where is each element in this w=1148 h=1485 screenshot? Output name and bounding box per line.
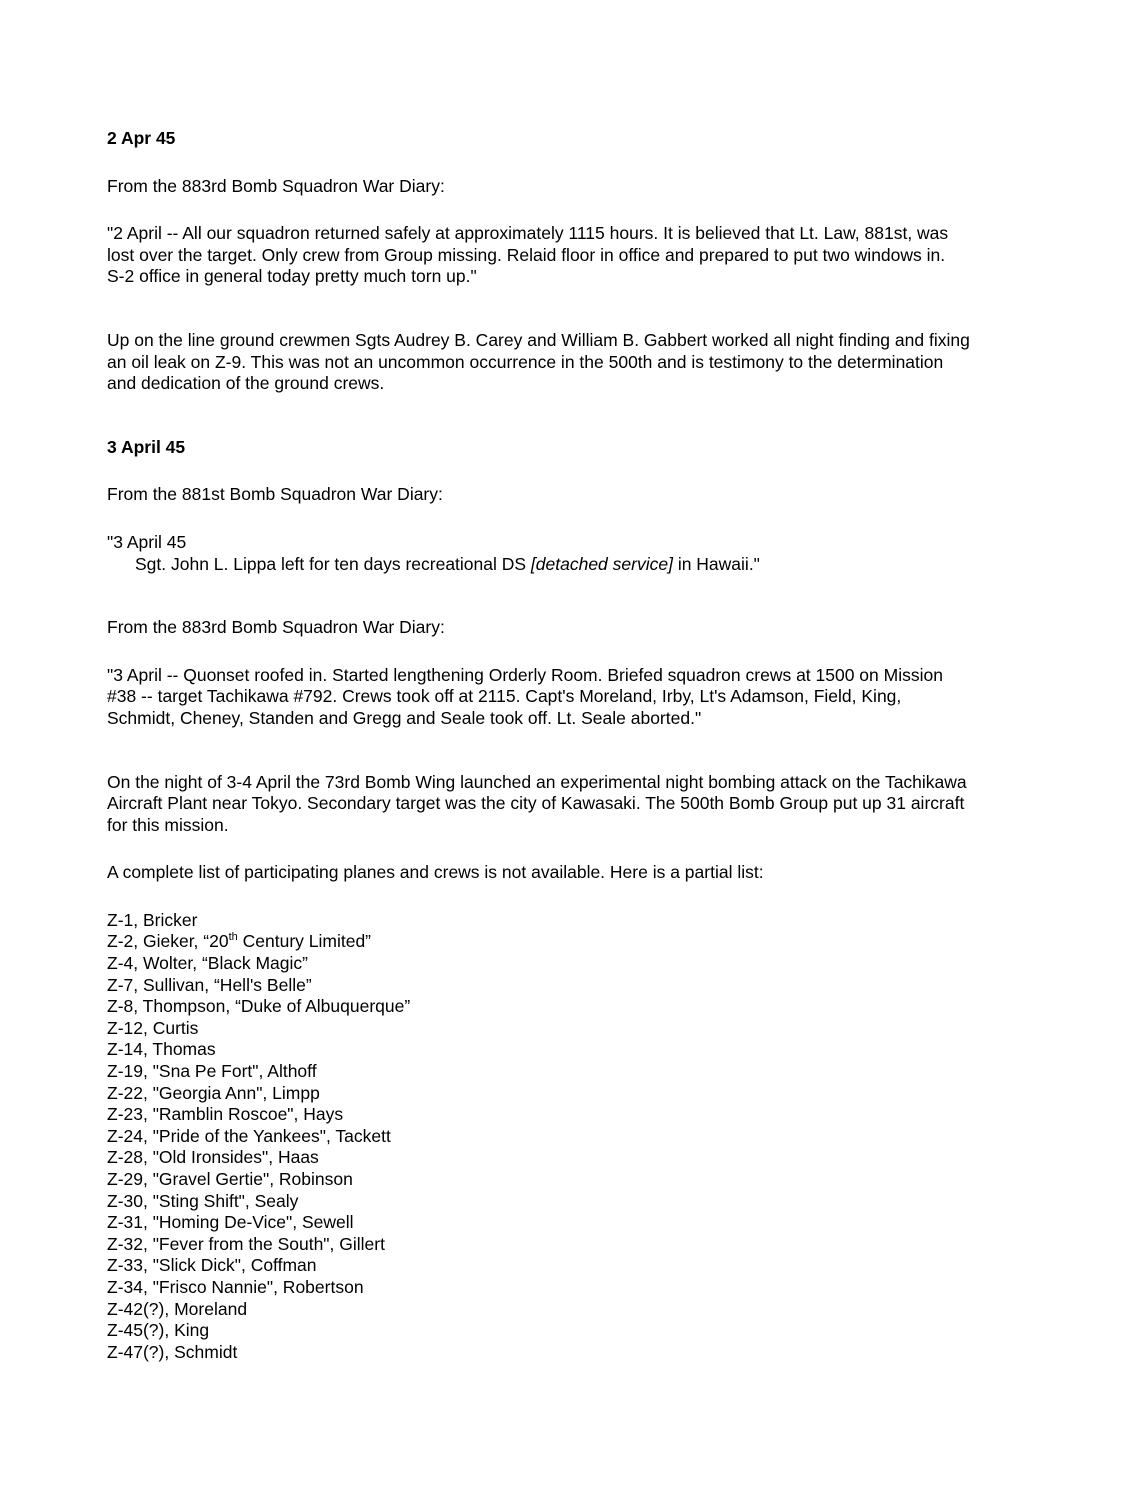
list-item: Z-8, Thompson, “Duke of Albuquerque” [107,996,411,1017]
list-item: Z-1, Bricker [107,909,198,930]
paragraph-line: Aircraft Plant near Tokyo. Secondary target was the city of Kawasaki. The 500th Bomb Group put up 31 aircraft [107,793,965,814]
list-item: Z-4, Wolter, “Black Magic” [107,953,308,974]
quote-line: S-2 office in general today pretty much torn up." [107,266,477,287]
document-page [107,128,1052,1363]
list-item: Z-12, Curtis [107,1017,199,1038]
quote-text: in Hawaii." [672,553,760,574]
quote-line: Schmidt, Cheney, Standen and Gregg and Seale took off. Lt. Seale aborted." [107,707,702,728]
diary-quote [107,665,1052,730]
quote-line: #38 -- target Tachikawa #792. Crews took off at 2115. Capt's Moreland, Irby, Lt's Adamson, Field, King, [107,686,902,707]
narrative-paragraph [107,772,1052,837]
ordinal-suffix: th [228,931,238,944]
list-item: Z-34, "Frisco Nannie", Robertson [107,1276,364,1297]
section-heading-3-april: 3 April 45 [107,436,186,457]
list-item: Z-7, Sullivan, “Hell's Belle” [107,974,312,995]
list-item: Z-45(?), King [107,1320,210,1341]
list-item: Z-32, "Fever from the South", Gillert [107,1233,385,1254]
list-item: Z-31, "Homing De-Vice", Sewell [107,1212,354,1233]
narrative-paragraph [107,330,1052,395]
list-item-text: Z-2, Gieker, “20 [107,931,229,952]
list-item: Z-42(?), Moreland [107,1298,248,1319]
list-item: Z-23, "Ramblin Roscoe", Hays [107,1104,344,1125]
paragraph-line: Up on the line ground crewmen Sgts Audrey B. Carey and William B. Gabbert worked all night finding and fixing [107,329,970,350]
paragraph-line: an oil leak on Z-9. This was not an uncommon occurrence in the 500th and is testimony to the determination [107,351,944,372]
list-item: Z-47(?), Schmidt [107,1341,238,1362]
paragraph-line: for this mission. [107,814,229,835]
quote-line [107,554,1052,576]
list-item: Z-28, "Old Ironsides", Haas [107,1147,319,1168]
quote-line: "2 April -- All our squadron returned safely at approximately 1115 hours. It is believed that Lt. Law, 881st, was [107,223,949,244]
diary-quote [107,532,1052,575]
list-item-text: Century Limited” [237,931,372,952]
planes-list [107,910,1052,1363]
source-line: From the 883rd Bomb Squadron War Diary: [107,617,445,638]
section-heading-2-apr: 2 Apr 45 [107,128,176,148]
list-item: Z-30, "Sting Shift", Sealy [107,1190,299,1211]
paragraph-line: and dedication of the ground crews. [107,373,385,394]
source-line: From the 881st Bomb Squadron War Diary: [107,484,443,505]
list-intro: A complete list of participating planes and crews is not available. Here is a partial list: [107,862,764,883]
diary-quote [107,223,1052,288]
list-item [107,931,1052,953]
list-item: Z-24, "Pride of the Yankees", Tackett [107,1125,391,1146]
list-item: Z-29, "Gravel Gertie", Robinson [107,1169,353,1189]
list-item: Z-19, "Sna Pe Fort", Althoff [107,1061,317,1082]
source-line: From the 883rd Bomb Squadron War Diary: [107,175,445,196]
paragraph-line: On the night of 3-4 April the 73rd Bomb Wing launched an experimental night bombing attack on the Tachikawa [107,771,967,792]
quote-line: lost over the target. Only crew from Group missing. Relaid floor in office and prepared to put two windows in. [107,244,946,265]
list-item: Z-22, "Georgia Ann", Limpp [107,1082,320,1103]
quote-text: Sgt. John L. Lippa left for ten days recreational DS [135,553,531,574]
quote-italic-note: [detached service] [530,553,673,574]
list-item: Z-33, "Slick Dick", Coffman [107,1255,317,1276]
quote-line: "3 April -- Quonset roofed in. Started lengthening Orderly Room. Briefed squadron crews at 1500 on Mission [107,664,943,685]
quote-date: "3 April 45 [107,531,187,552]
list-item: Z-14, Thomas [107,1039,216,1060]
